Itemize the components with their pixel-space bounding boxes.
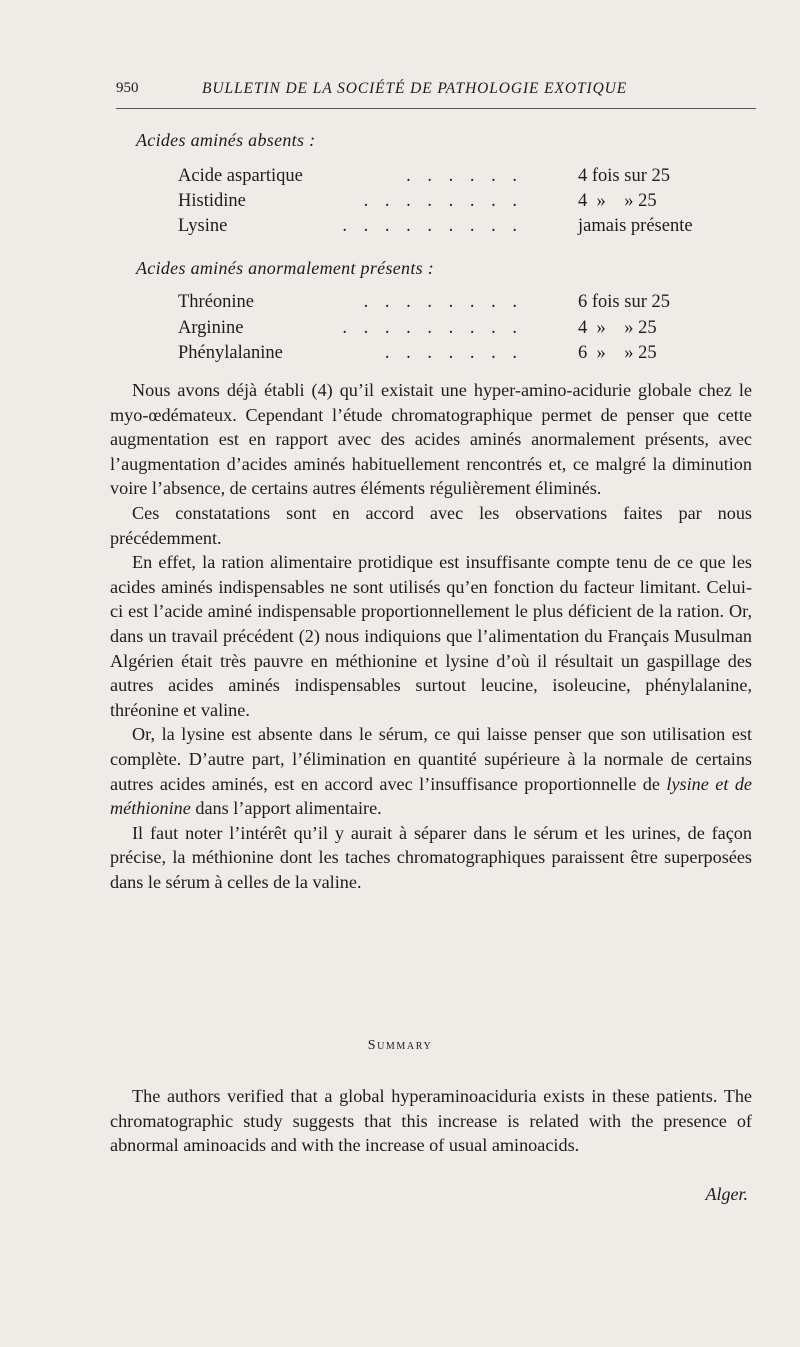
amino-acid-frequency: jamais présente bbox=[578, 216, 693, 236]
signature-location: Alger. bbox=[705, 1184, 748, 1204]
amino-acid-name: Histidine bbox=[178, 191, 246, 211]
paragraph-text: dans l’apport alimentaire. bbox=[195, 798, 382, 819]
absent-amino-acids-heading: Acides aminés absents : bbox=[136, 130, 316, 150]
paragraph: Nous avons déjà établi (4) qu’il existait une hyper-amino-acidurie globale chez le myo-œdémateux. Cependant l’étude chromatographique permet de penser que cette augmentation est en rapport avec des acides aminés anormalement présents, avec l’augmentation d’acides aminés habituellement rencontrés et, ce malgré la diminution voire l’absence, de certains autres éléments régulièrement éliminés. bbox=[110, 380, 752, 499]
leader-dots: . . . . . . . . bbox=[363, 191, 523, 211]
paragraph: En effet, la ration alimentaire protidique est insuffisante compte tenu de ce que les acides aminés indispensables ne sont utilisés qu’en fonction du facteur limitant. Celui-ci est l’acide aminé indispensable proportionnellement le plus déficient de la ration. Or, dans un travail précédent (2) nous indiquions que l’alimentation du Français Musulman Algérien était très pauvre en méthionine et lysine d’où il résultait un gaspillage des autres acides aminés indispensables surtout leucine, isoleucine, phénylalanine, thréonine et valine. bbox=[110, 552, 752, 720]
amino-acid-row bbox=[178, 216, 738, 242]
leader-dots: . . . . . . . . . bbox=[342, 318, 523, 338]
amino-acid-name: Acide aspartique bbox=[178, 166, 303, 186]
page-number: 950 bbox=[116, 80, 139, 96]
summary-heading: Summary bbox=[367, 1038, 433, 1053]
leader-dots: . . . . . . . . bbox=[363, 292, 523, 312]
amino-acid-frequency: 4 » » 25 bbox=[578, 191, 657, 211]
amino-acid-name: Thréonine bbox=[178, 292, 255, 312]
amino-acid-frequency: 6 fois sur 25 bbox=[578, 292, 670, 312]
summary-paragraph: The authors verified that a global hyperaminoaciduria exists in these patients. The chromatographic study suggests that this increase is related with the presence of abnormal aminoacids and with the increase of usual aminoacids. bbox=[110, 1086, 752, 1156]
paragraph bbox=[110, 722, 752, 820]
amino-acid-name: Lysine bbox=[178, 216, 228, 236]
amino-acid-frequency: 4 fois sur 25 bbox=[578, 166, 670, 186]
article-body bbox=[110, 378, 752, 894]
amino-acid-row bbox=[178, 318, 738, 344]
amino-acid-row bbox=[178, 166, 738, 192]
running-head bbox=[116, 80, 756, 104]
paragraph-text: Or, la lysine est absente dans le sérum, ce qui laisse penser que son utilisation est complète. D’autre part, l’élimination en quantité supérieure à la normale de certains autres acides aminés, est en accord avec l’insuffisance proportionnelle de bbox=[110, 724, 752, 794]
paragraph: Il faut noter l’intérêt qu’il y aurait à séparer dans le sérum et les urines, de façon précise, la méthionine dont les taches chromatographiques paraissent être superposées dans le sérum à celles de la valine. bbox=[110, 822, 752, 892]
paragraph: Ces constatations sont en accord avec les observations faites par nous précédemment. bbox=[110, 502, 752, 548]
summary-body bbox=[110, 1084, 752, 1158]
amino-acid-name: Phénylalanine bbox=[178, 343, 283, 363]
leader-dots: . . . . . . . bbox=[384, 343, 523, 363]
amino-acid-row bbox=[178, 292, 738, 318]
amino-acid-name: Arginine bbox=[178, 318, 244, 338]
amino-acid-frequency: 4 » » 25 bbox=[578, 318, 657, 338]
leader-dots: . . . . . . bbox=[406, 166, 523, 186]
emphasis-text: lysine et de méthionine bbox=[110, 773, 752, 819]
amino-acid-frequency: 6 » » 25 bbox=[578, 343, 657, 363]
amino-acid-row bbox=[178, 343, 738, 369]
leader-dots: . . . . . . . . . bbox=[342, 216, 523, 236]
header-rule bbox=[116, 108, 756, 109]
journal-title: BULLETIN DE LA SOCIÉTÉ DE PATHOLOGIE EXOTIQUE bbox=[202, 80, 628, 97]
abnormal-amino-acids-heading: Acides aminés anormalement présents : bbox=[136, 258, 435, 278]
amino-acid-row bbox=[178, 191, 738, 217]
